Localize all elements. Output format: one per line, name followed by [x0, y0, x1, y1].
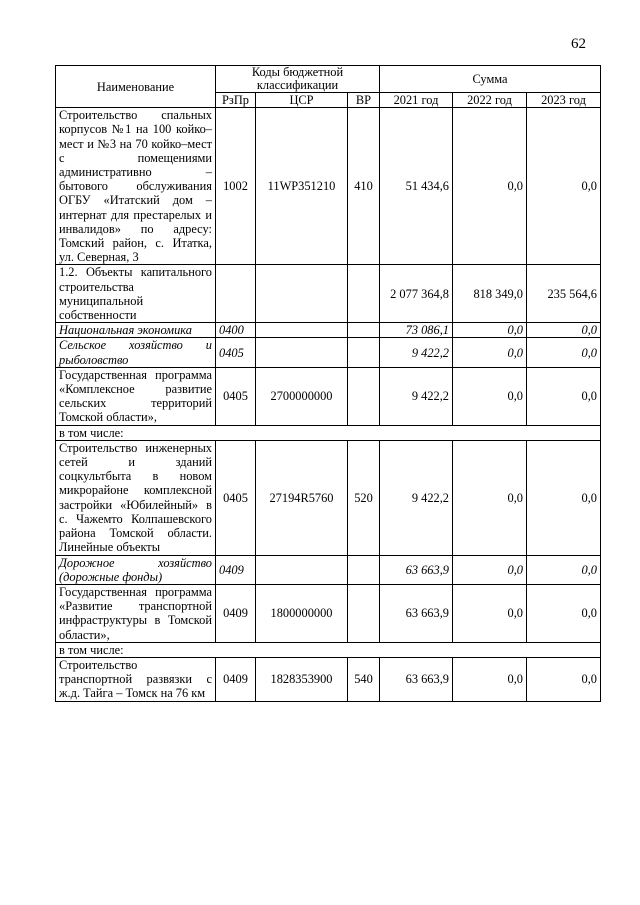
row-csr — [256, 555, 348, 584]
row-csr: 27194R5760 — [256, 440, 348, 555]
row-subheading: в том числе: — [56, 425, 601, 440]
row-name: 1.2. Объекты капитального строительства муниципальной собственности — [56, 265, 216, 323]
table-row — [56, 367, 601, 425]
row-vr — [348, 323, 380, 338]
row-name: Строительство спальных корпусов №1 на 100 койко–мест и №3 на 70 койко–мест с помещениями административно – бытового обслуживания ОГБУ «Итатский дом – интернат для престарелых и инвалидов» по адресу: Томский район, с. Итатка, ул. Северная, 3 — [56, 108, 216, 265]
row-rzpr: 0405 — [216, 338, 256, 367]
row-2022: 0,0 — [453, 657, 527, 701]
row-name: Строительство инженерных сетей и зданий соцкультбыта в новом микрорайоне комплексной застройки «Юбилейный» в с. Чажемто Колпашевского района Томской области. Линейные объекты — [56, 440, 216, 555]
header-2021: 2021 год — [380, 93, 453, 108]
row-rzpr: 0405 — [216, 440, 256, 555]
header-2023: 2023 год — [527, 93, 601, 108]
header-sum: Сумма — [380, 66, 601, 93]
row-2021: 63 663,9 — [380, 657, 453, 701]
table-row — [56, 338, 601, 367]
table-row — [56, 440, 601, 555]
row-vr: 520 — [348, 440, 380, 555]
table-row — [56, 425, 601, 440]
row-csr — [256, 265, 348, 323]
row-2021: 63 663,9 — [380, 584, 453, 642]
row-name: Строительство транспортной развязки с ж.д. Тайга – Томск на 76 км — [56, 657, 216, 701]
row-2022: 818 349,0 — [453, 265, 527, 323]
row-2021: 9 422,2 — [380, 440, 453, 555]
table-row — [56, 323, 601, 338]
table-row — [56, 584, 601, 642]
row-2023: 235 564,6 — [527, 265, 601, 323]
row-2022: 0,0 — [453, 555, 527, 584]
row-2022: 0,0 — [453, 584, 527, 642]
row-name: Сельское хозяйство и рыболовство — [56, 338, 216, 367]
row-2023: 0,0 — [527, 657, 601, 701]
row-name: Государственная программа «Комплексное развитие сельских территорий Томской области», — [56, 367, 216, 425]
budget-table — [55, 65, 601, 702]
header-codes: Коды бюджетной классификации — [216, 66, 380, 93]
row-2022: 0,0 — [453, 440, 527, 555]
row-name: Государственная программа «Развитие транспортной инфраструктуры в Томской области», — [56, 584, 216, 642]
row-csr: 1828353900 — [256, 657, 348, 701]
row-2023: 0,0 — [527, 584, 601, 642]
row-vr — [348, 367, 380, 425]
row-rzpr: 0409 — [216, 657, 256, 701]
row-2021: 9 422,2 — [380, 338, 453, 367]
row-csr: 2700000000 — [256, 367, 348, 425]
row-vr: 540 — [348, 657, 380, 701]
row-2022: 0,0 — [453, 323, 527, 338]
table-row — [56, 265, 601, 323]
table-row — [56, 657, 601, 701]
row-2023: 0,0 — [527, 338, 601, 367]
row-name: Дорожное хозяйство (дорожные фонды) — [56, 555, 216, 584]
row-2021: 63 663,9 — [380, 555, 453, 584]
table-row — [56, 555, 601, 584]
row-2021: 9 422,2 — [380, 367, 453, 425]
row-2023: 0,0 — [527, 440, 601, 555]
row-vr — [348, 555, 380, 584]
header-rzpr: РзПр — [216, 93, 256, 108]
row-vr: 410 — [348, 108, 380, 265]
row-rzpr: 1002 — [216, 108, 256, 265]
header-2022: 2022 год — [453, 93, 527, 108]
row-vr — [348, 265, 380, 323]
row-2021: 73 086,1 — [380, 323, 453, 338]
row-vr — [348, 338, 380, 367]
row-2023: 0,0 — [527, 367, 601, 425]
header-vr: ВР — [348, 93, 380, 108]
table-row — [56, 108, 601, 265]
row-2021: 51 434,6 — [380, 108, 453, 265]
row-csr: 11WP351210 — [256, 108, 348, 265]
row-rzpr: 0400 — [216, 323, 256, 338]
header-csr: ЦСР — [256, 93, 348, 108]
row-name: Национальная экономика — [56, 323, 216, 338]
row-2023: 0,0 — [527, 323, 601, 338]
header-name: Наименование — [56, 66, 216, 108]
row-2023: 0,0 — [527, 108, 601, 265]
row-subheading: в том числе: — [56, 642, 601, 657]
row-csr — [256, 323, 348, 338]
row-csr: 1800000000 — [256, 584, 348, 642]
row-2022: 0,0 — [453, 367, 527, 425]
row-rzpr — [216, 265, 256, 323]
table-row — [56, 642, 601, 657]
row-2022: 0,0 — [453, 338, 527, 367]
row-csr — [256, 338, 348, 367]
page-number: 62 — [571, 36, 586, 52]
row-2021: 2 077 364,8 — [380, 265, 453, 323]
row-rzpr: 0405 — [216, 367, 256, 425]
row-vr — [348, 584, 380, 642]
row-2022: 0,0 — [453, 108, 527, 265]
row-2023: 0,0 — [527, 555, 601, 584]
row-rzpr: 0409 — [216, 584, 256, 642]
row-rzpr: 0409 — [216, 555, 256, 584]
header-row — [56, 66, 601, 93]
